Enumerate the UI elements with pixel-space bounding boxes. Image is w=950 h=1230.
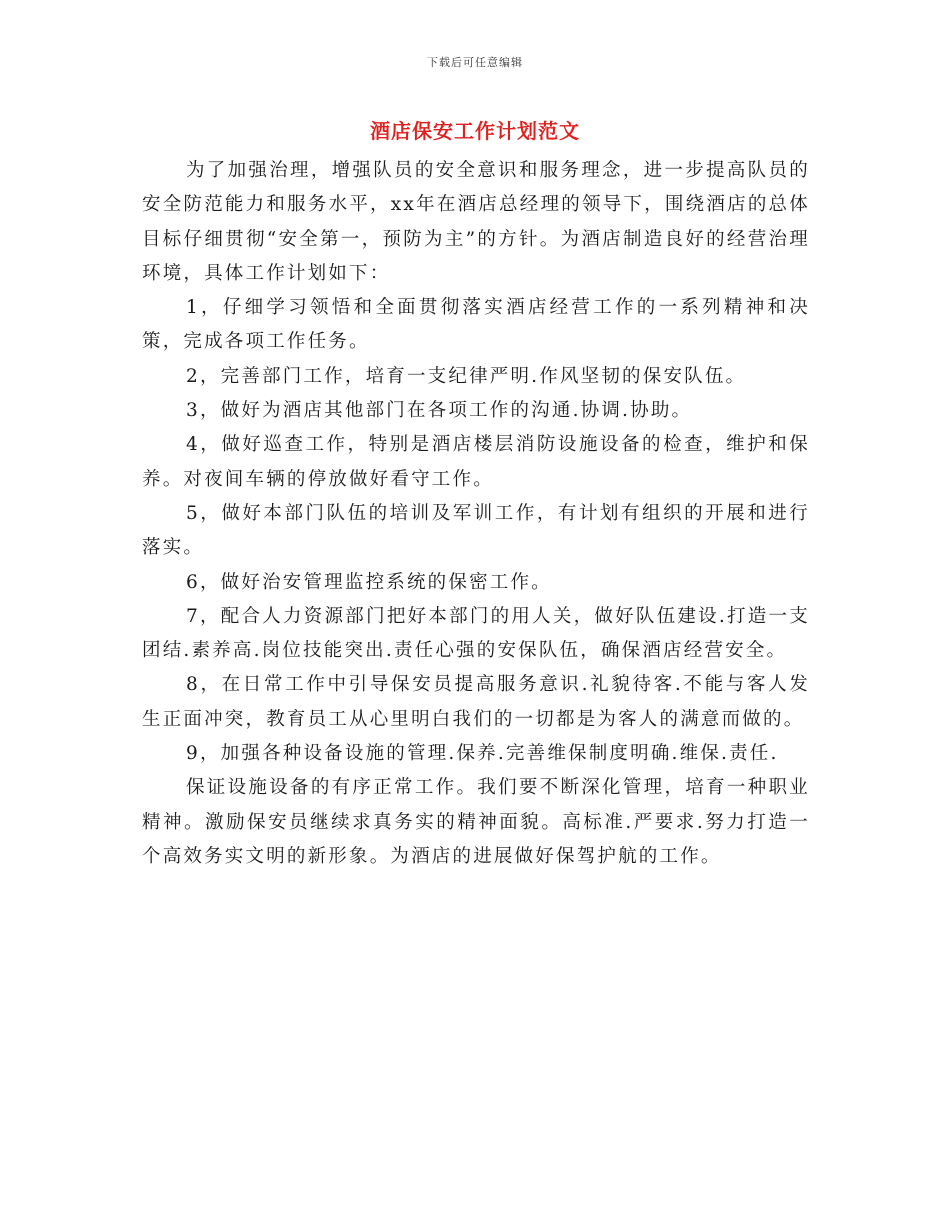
paragraph-conclusion: 保证设施设备的有序正常工作。我们要不断深化管理，培育一种职业精神。激励保安员继续求真务实的精神面貌。高标准.严要求.努力打造一个高效务实文明的新形象。为酒店的进展做好保驾护航的工作。 bbox=[142, 777, 810, 867]
paragraph-item-5: 5，做好本部门队伍的培训及军训工作，有计划有组织的开展和进行落实。 bbox=[142, 502, 810, 559]
header-note: 下载后可任意编辑 bbox=[427, 56, 523, 69]
paragraph-item-4: 4，做好巡查工作，特别是酒店楼层消防设施设备的检查，维护和保养。对夜间车辆的停放做好看守工作。 bbox=[142, 434, 810, 490]
paragraph-item-6: 6，做好治安管理监控系统的保密工作。 bbox=[186, 571, 552, 593]
paragraph-item-7: 7，配合人力资源部门把好本部门的用人关，做好队伍建设.打造一支团结.素养高.岗位技能突出.责任心强的安保队伍，确保酒店经营安全。 bbox=[142, 605, 810, 662]
paragraph-item-9: 9，加强各种设备设施的管理.保养.完善维保制度明确.维保.责任. bbox=[186, 743, 779, 765]
document-title: 酒店保安工作计划范文 bbox=[370, 119, 580, 143]
document-body bbox=[142, 154, 810, 874]
paragraph-item-1: 1，仔细学习领悟和全面贯彻落实酒店经营工作的一系列精神和决策，完成各项工作任务。 bbox=[142, 297, 810, 353]
paragraph-item-2: 2，完善部门工作，培育一支纪律严明.作风坚韧的保安队伍。 bbox=[186, 365, 747, 387]
paragraph-item-8: 8，在日常工作中引导保安员提高服务意识.礼貌待客.不能与客人发生正面冲突，教育员工从心里明白我们的一切都是为客人的满意而做的。 bbox=[142, 674, 810, 730]
paragraph-item-3: 3，做好为酒店其他部门在各项工作的沟通.协调.协助。 bbox=[186, 400, 693, 422]
paragraph-intro: 为了加强治理，增强队员的安全意识和服务理念，进一步提高队员的安全防范能力和服务水平，xx年在酒店总经理的领导下，围绕酒店的总体目标仔细贯彻“安全第一，预防为主”的方针。为酒店制造良好的经营治理环境，具体工作计划如下： bbox=[142, 160, 810, 284]
